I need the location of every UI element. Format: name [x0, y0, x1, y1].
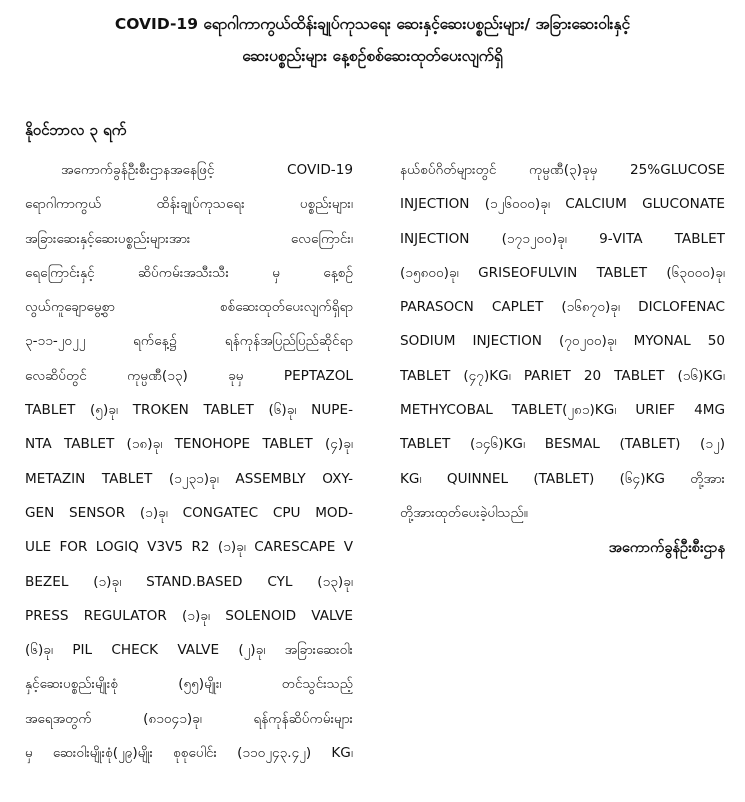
body-line: ULE FOR LOGIQ V3V5 R2 (၁)ခု၊ CARESCAPE V: [25, 539, 353, 556]
body-line: နှင့်ဆေးပစ္စည်းမျိုးစုံ (၅၅)မျိုး၊ တင်သွင်းသည့်: [25, 676, 353, 693]
body-line: ရောဂါကာကွယ် ထိန်းချုပ်ကုသရေး ပစ္စည်းများ၊: [25, 196, 353, 213]
body-line: အကောက်ခွန်ဦးစီးဌာနအနေဖြင့် COVID-19: [61, 162, 353, 178]
body-line: INJECTION (၁၂၆၀၀၀)ခု၊ CALCIUM GLUCONATE: [400, 196, 725, 213]
body-line: (၁၅၈၀၀)ခု၊ GRISEOFULVIN TABLET (၆၃၀၀၀)ခု၊: [400, 264, 725, 281]
headline-line-2: ဆေးပစ္စည်းများ နေ့စဉ်စစ်ဆေးထုတ်ပေးလျက်ရှိ: [242, 47, 503, 65]
body-line: တို့အားထုတ်ပေးခဲ့ပါသည်။: [400, 504, 528, 521]
body-line: GEN SENSOR (၁)ခု၊ CONGATEC CPU MOD-: [25, 504, 353, 521]
body-line: (၆)ခု၊ PIL CHECK VALVE (၂)ခု၊ အခြားဆေးဝါး: [25, 642, 353, 659]
body-line: နယ်စပ်ဂိတ်များတွင် ကုမ္ပဏီ(၃)ခုမှ 25%GLUCOSE: [400, 162, 725, 178]
dateline: နိုဝင်ဘာလ ၃ ရက်: [25, 121, 127, 139]
body-line: INJECTION (၁၇၁၂၀၀)ခု၊ 9-VITA TABLET: [400, 230, 725, 247]
headline-line-1: COVID-19 ရောဂါကာကွယ်ထိန်းချုပ်ကုသရေး ဆေးနှင့်ဆေးပစ္စည်းများ/ အခြားဆေးဝါးနှင့်: [114, 15, 631, 33]
body-line: TABLET (၄၇)KG၊ PARIET 20 TABLET (၁၆)KG၊: [400, 367, 725, 384]
body-line: TABLET (၅)ခု၊ TROKEN TABLET (၆)ခု၊ NUPE-: [25, 402, 353, 419]
body-line: TABLET (၁၄၆)KG၊ BESMAL (TABLET) (၁၂): [400, 436, 725, 453]
body-line: မှ ဆေးဝါးမျိုးစုံ(၂၉)မျိုး စုစုပေါင်း (၁၁၀၂၄၃.၄၂) KG၊: [25, 745, 353, 762]
article-column-left: [25, 153, 353, 770]
body-line: KG၊ QUINNEL (TABLET) (၆၄)KG တို့အား: [400, 470, 725, 487]
body-line: ၃-၁၁-၂၀၂၂ ရက်နေ့၌ ရန်ကုန်အပြည်ပြည်ဆိုင်ရာ: [25, 333, 353, 350]
body-line: METAZIN TABLET (၁၂၃၁)ခု၊ ASSEMBLY OXY-: [25, 470, 353, 487]
body-line: လွယ်ကူချောမွေ့စွာ စစ်ဆေးထုတ်ပေးလျက်ရှိရာ: [25, 299, 353, 316]
body-line: ရေကြောင်းနှင့် ဆိပ်ကမ်းအသီးသီး မှ နေ့စဉ်: [25, 264, 353, 281]
body-line: PRESS REGULATOR (၁)ခု၊ SOLENOID VALVE: [25, 607, 353, 624]
body-line: BEZEL (၁)ခု၊ STAND.BASED CYL (၁၃)ခု၊: [25, 573, 353, 590]
body-line: NTA TABLET (၁၈)ခု၊ TENOHOPE TABLET (၄)ခု၊: [25, 436, 353, 453]
signature: အကောက်ခွန်ဦးစီးဌာန: [608, 540, 725, 556]
body-line: အခြားဆေးနှင့်ဆေးပစ္စည်းများအား လေကြောင်း၊: [25, 230, 353, 247]
body-line: အရေအတွက် (၈၁၀၄၁)ခု၊ ရန်ကုန်ဆိပ်ကမ်းများ: [25, 710, 353, 727]
article-column-right: [400, 153, 725, 530]
body-line: METHYCOBAL TABLET(၂၈၁)KG၊ URIEF 4MG: [400, 402, 725, 419]
body-line: PARASOCN CAPLET (၁၆၈၇၀)ခု၊ DICLOFENAC: [400, 299, 725, 316]
body-line: လေဆိပ်တွင် ကုမ္ပဏီ(၁၃) ခုမှ PEPTAZOL: [25, 367, 353, 384]
body-line: SODIUM INJECTION (၇၀၂၀၀)ခု၊ MYONAL 50: [400, 333, 725, 350]
